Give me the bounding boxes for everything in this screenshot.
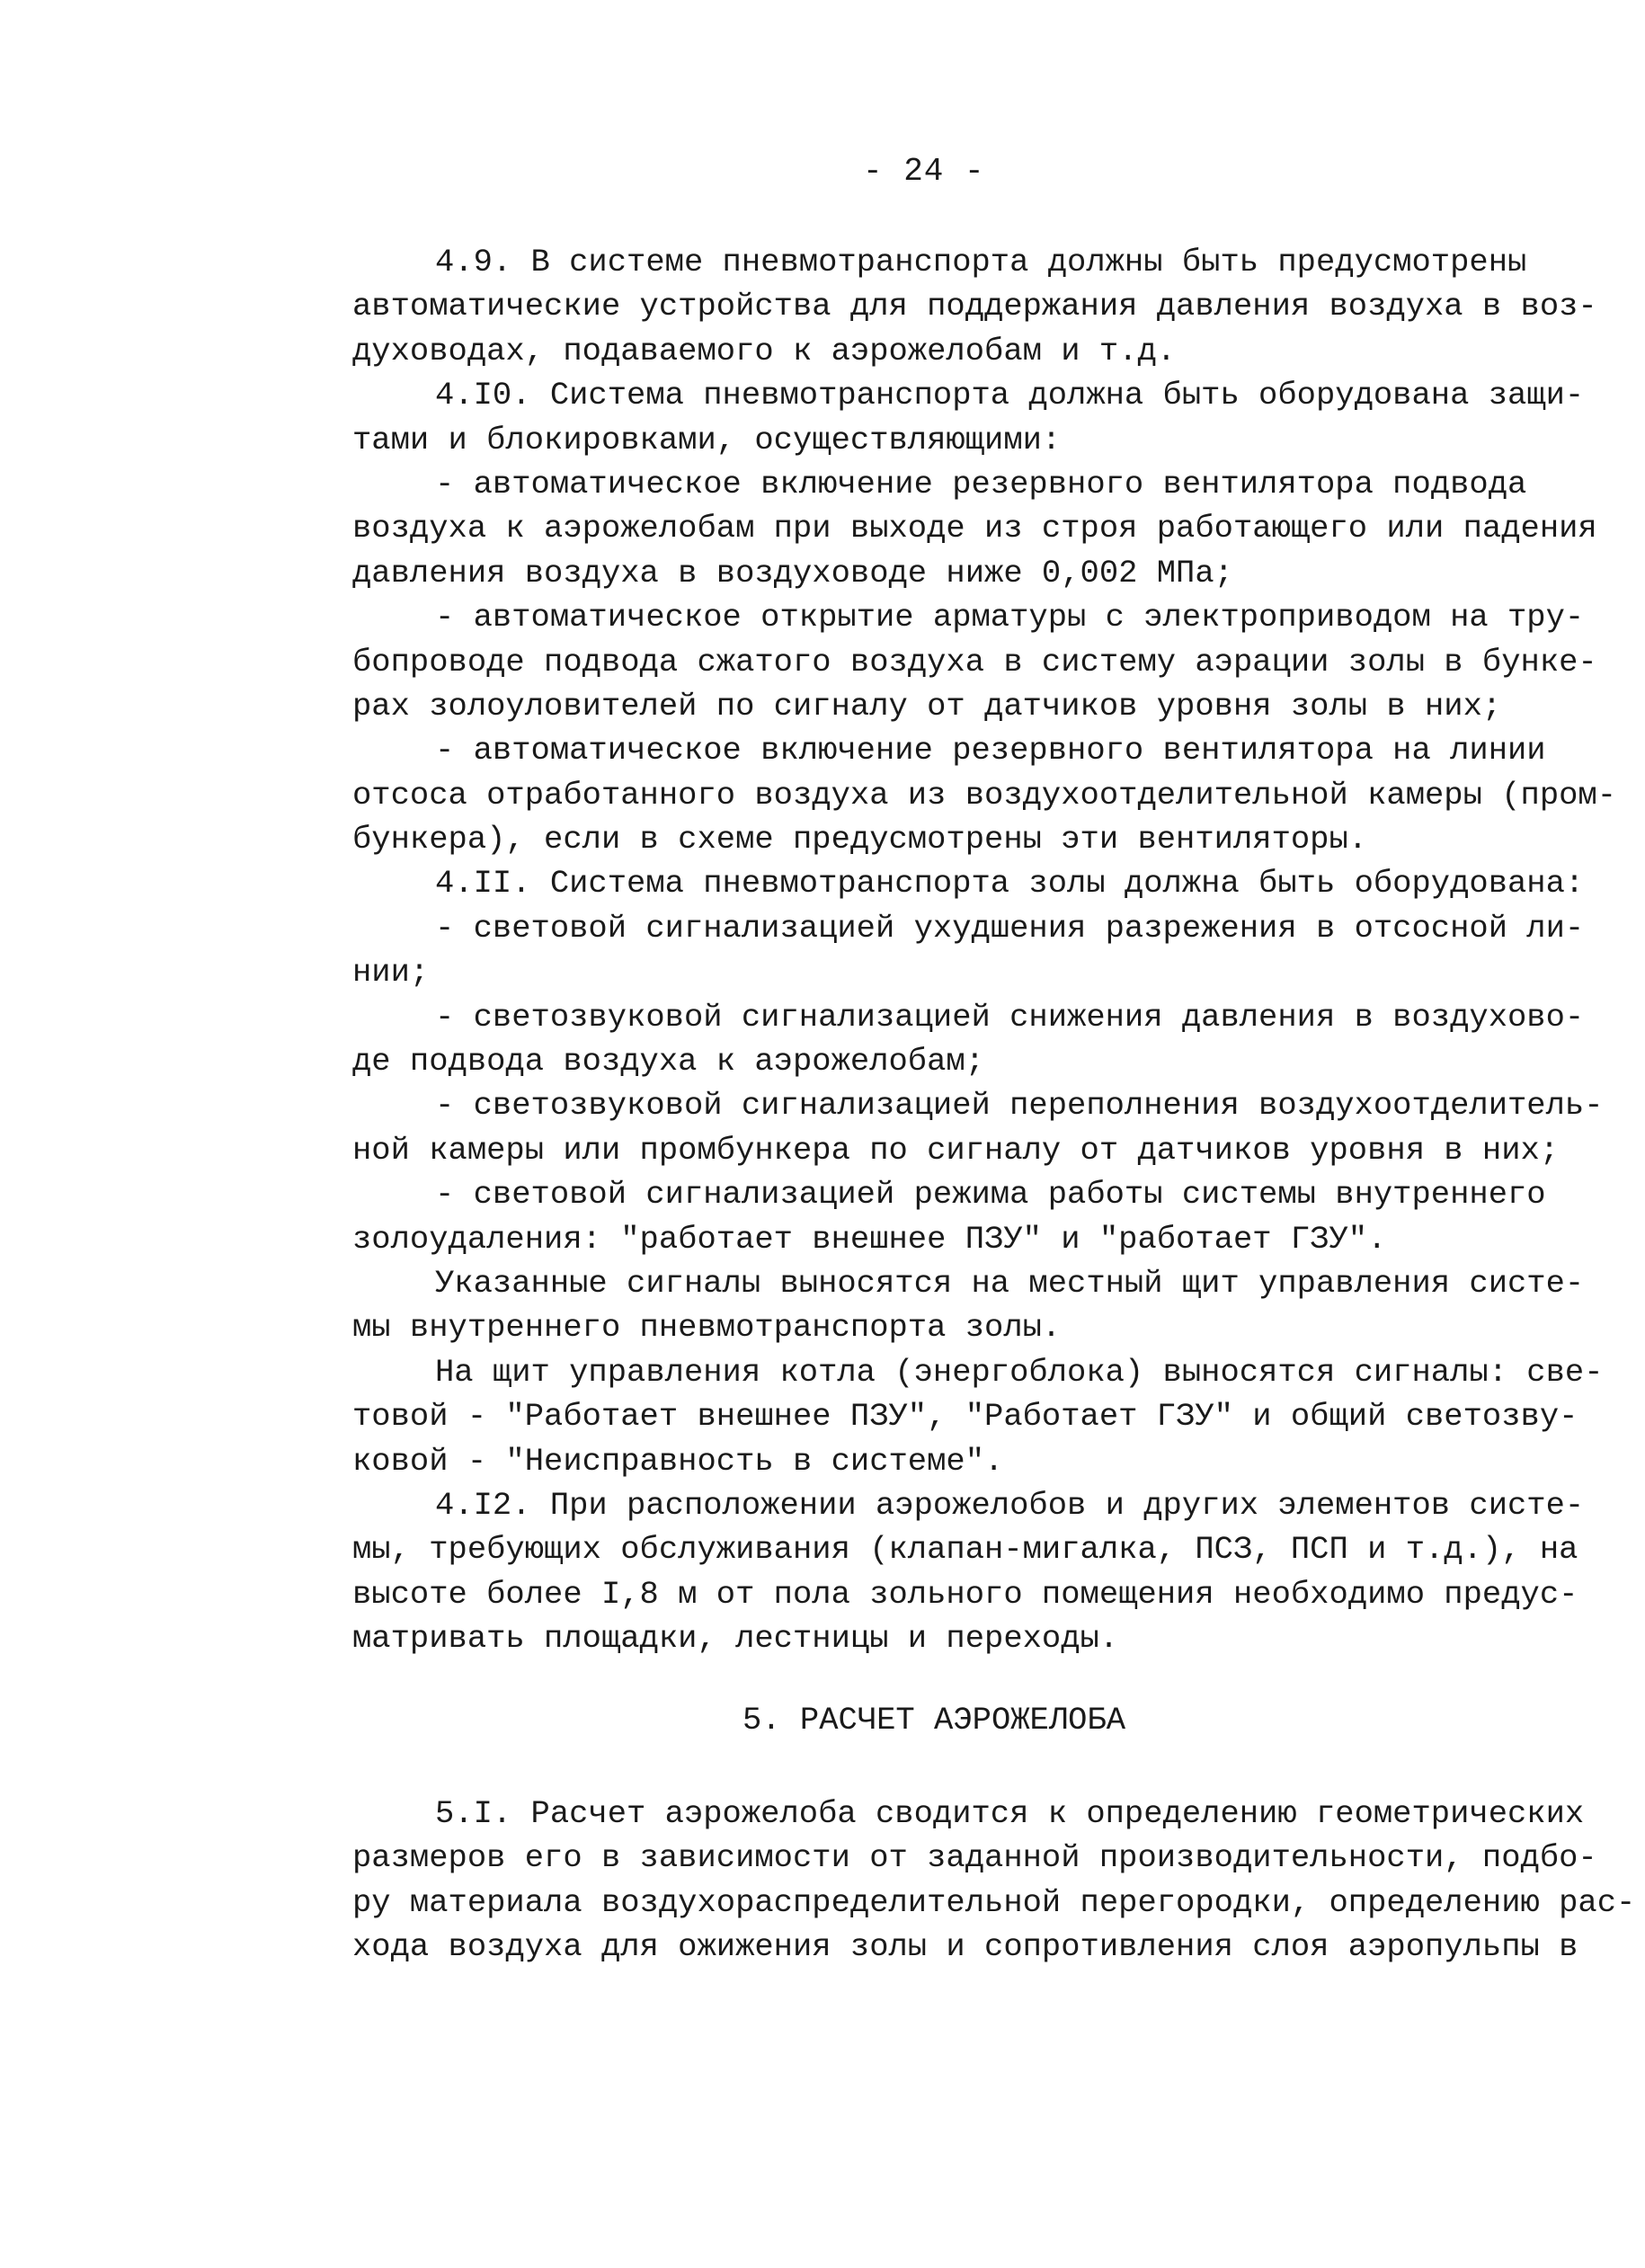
paragraph-line: 4.II. Система пневмотранспорта золы должна быть оборудована: <box>435 865 1585 903</box>
paragraph-line: матривать площадки, лестницы и переходы. <box>352 1620 1119 1658</box>
paragraph-line: - автоматическое включение резервного вентилятора на линии <box>435 732 1546 769</box>
paragraph-line: - автоматическое включение резервного вентилятора подвода <box>435 465 1527 503</box>
paragraph-line: 5.I. Расчет аэрожелоба сводится к определению геометрических <box>435 1795 1585 1832</box>
paragraph-line: - световой сигнализацией режима работы системы внутреннего <box>435 1176 1546 1214</box>
paragraph-line: мы, требующих обслуживания (клапан-мигалка, ПСЗ, ПСП и т.д.), на <box>352 1531 1578 1569</box>
section-body-text <box>352 1792 1636 1970</box>
paragraph-line: золоудаления: "работает внешнее ПЗУ" и "работает ГЗУ". <box>352 1220 1387 1258</box>
paragraph-line: 4.I0. Система пневмотранспорта должна быть оборудована защи- <box>435 377 1585 414</box>
paragraph-line: рах золоуловителей по сигналу от датчиков уровня золы в них; <box>352 687 1502 725</box>
paragraph-line: отсоса отработанного воздуха из воздухоотделительной камеры (пром- <box>352 776 1617 814</box>
paragraph-line: На щит управления котла (энергоблока) выносятся сигналы: све- <box>435 1353 1604 1391</box>
paragraph-line: тами и блокировками, осуществляющими: <box>352 421 1062 458</box>
paragraph-line: - автоматическое открытие арматуры с электроприводом на тру- <box>435 599 1585 636</box>
paragraph-line: нии; <box>352 954 430 992</box>
paragraph-line: бопроводе подвода сжатого воздуха в систему аэрации золы в бунке- <box>352 643 1597 680</box>
section-heading: 5. РАСЧЕТ АЭРОЖЕЛОБА <box>742 1702 1126 1739</box>
paragraph-line: давления воздуха в воздуховоде ниже 0,002 МПа; <box>352 554 1233 591</box>
paragraph-line: ной камеры или промбункера по сигналу от датчиков уровня в них; <box>352 1131 1560 1169</box>
page-number: - 24 - <box>863 153 985 190</box>
paragraph-line: высоте более I,8 м от пола зольного помещения необходимо предус- <box>352 1575 1578 1613</box>
paragraph-line: ковой - "Неисправность в системе". <box>352 1442 1004 1480</box>
paragraph-line: бункера), если в схеме предусмотрены эти вентиляторы. <box>352 821 1368 858</box>
body-text <box>352 240 1617 1661</box>
paragraph-line: - световой сигнализацией ухудшения разрежения в отсосной ли- <box>435 909 1585 947</box>
paragraph-line: 4.I2. При расположении аэрожелобов и других элементов систе- <box>435 1486 1585 1524</box>
paragraph-line: де подвода воздуха к аэрожелобам; <box>352 1043 985 1081</box>
paragraph-line: ру материала воздухораспределительной перегородки, определению рас- <box>352 1883 1636 1921</box>
paragraph-line: хода воздуха для ожижения золы и сопротивления слоя аэропульпы в <box>352 1928 1578 1966</box>
paragraph-line: - светозвуковой сигнализацией снижения давления в воздухово- <box>435 998 1585 1036</box>
paragraph-line: Указанные сигналы выносятся на местный щит управления систе- <box>435 1264 1585 1302</box>
paragraph-line: воздуха к аэрожелобам при выходе из строя работающего или падения <box>352 510 1597 547</box>
paragraph-line: товой - "Работает внешнее ПЗУ", "Работает ГЗУ" и общий светозву- <box>352 1398 1578 1436</box>
paragraph-line: 4.9. В системе пневмотранспорта должны быть предусмотрены <box>435 244 1527 280</box>
paragraph-line: мы внутреннего пневмотранспорта золы. <box>352 1309 1062 1347</box>
paragraph-line: духоводах, подаваемого к аэрожелобам и т.д. <box>352 332 1177 369</box>
paragraph-line: автоматические устройства для поддержания давления воздуха в воз- <box>352 288 1597 325</box>
paragraph-line: размеров его в зависимости от заданной производительности, подбо- <box>352 1839 1597 1877</box>
paragraph-line: - светозвуковой сигнализацией переполнения воздухоотделитель- <box>435 1087 1604 1125</box>
